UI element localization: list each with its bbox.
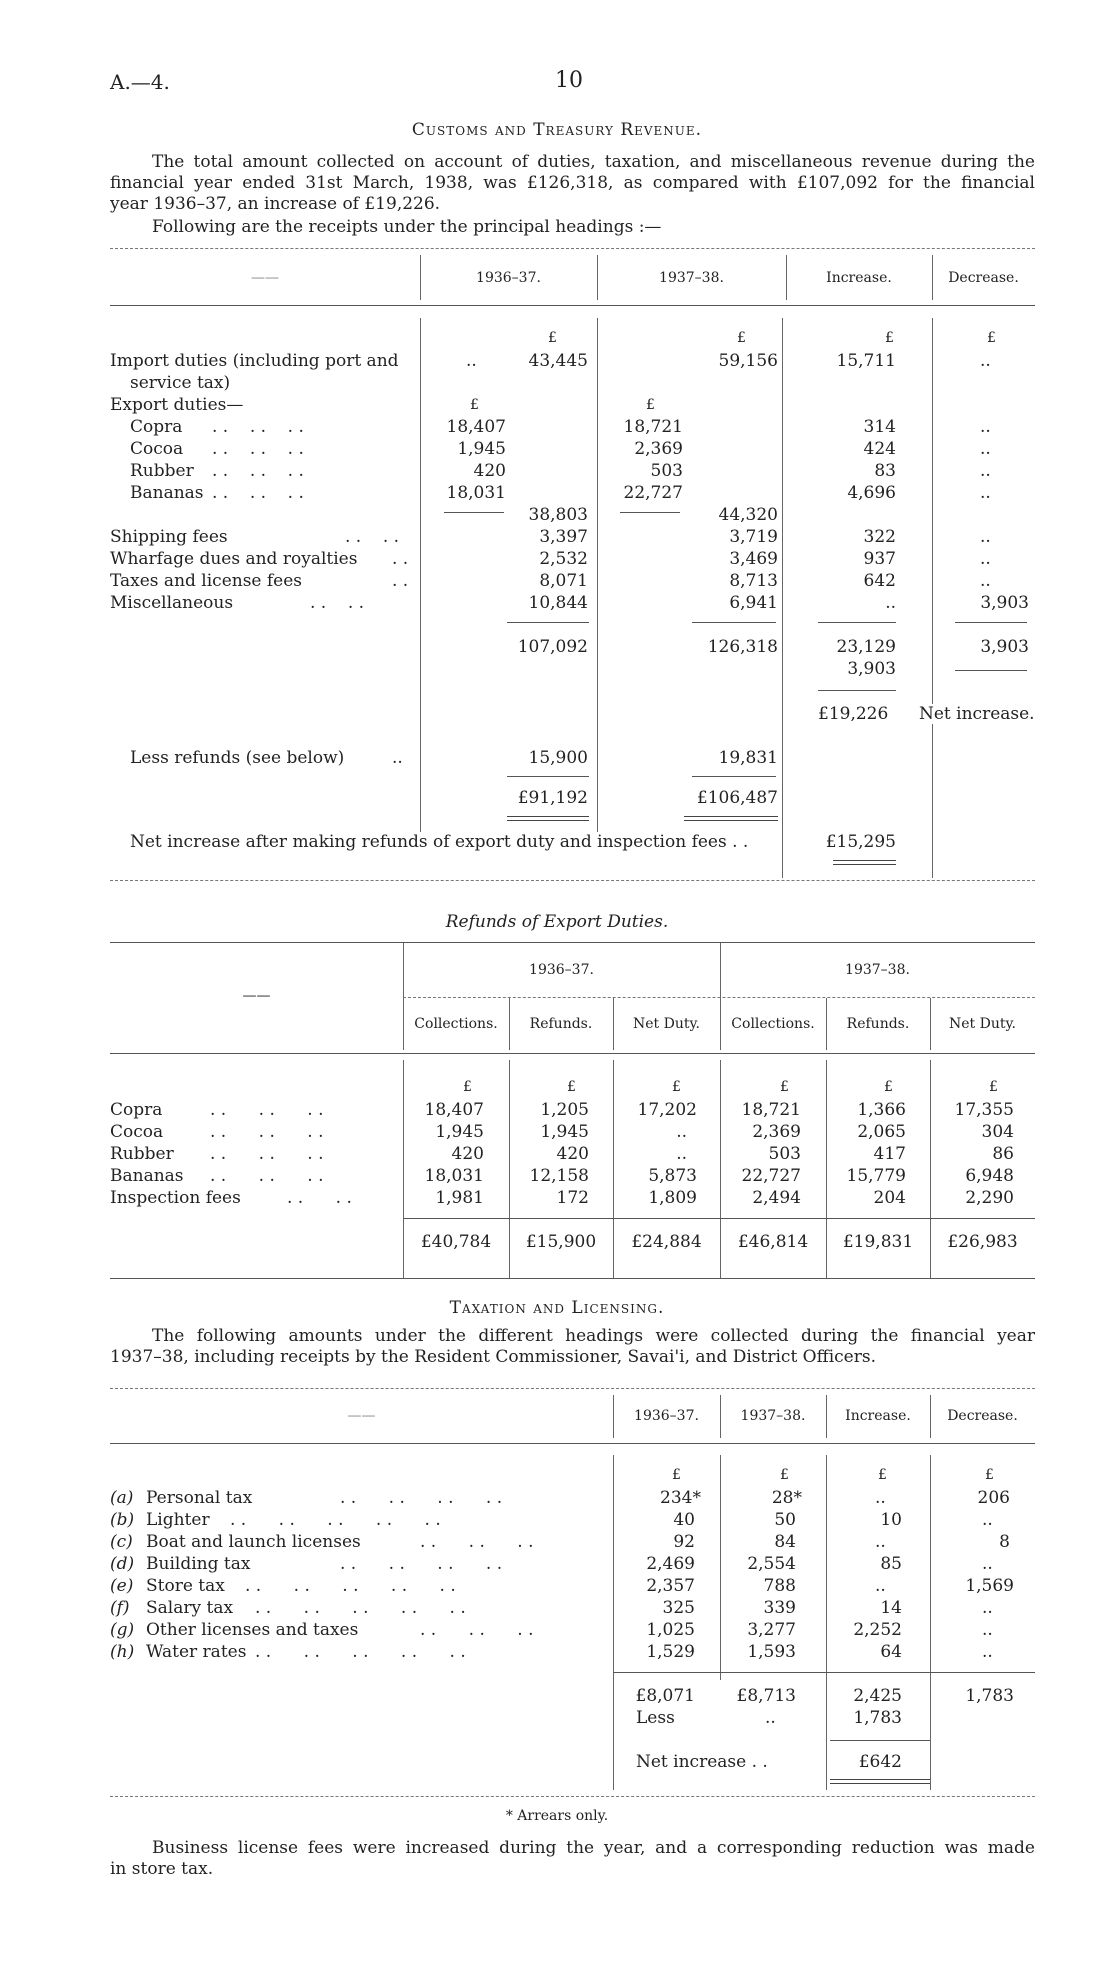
customs-paragraph	[110, 152, 1035, 215]
column-header-1937: 1937–38.	[845, 962, 910, 978]
value-1936: 1,945	[457, 439, 506, 459]
row-label: Building tax	[146, 1554, 251, 1574]
column-header-refunds: Refunds.	[529, 1016, 593, 1032]
net-1936: £91,192	[517, 788, 588, 808]
total-collections-1936: £40,784	[420, 1232, 492, 1252]
value-increase: 322	[863, 527, 896, 547]
value-decrease: ..	[980, 549, 991, 569]
value-1937: 339	[763, 1598, 796, 1618]
total-1937: 126,318	[707, 637, 778, 657]
column-header-increase: Increase.	[845, 1408, 911, 1424]
currency-symbol: £	[672, 1079, 681, 1095]
row-label: Cocoa	[110, 1122, 164, 1142]
row-label-import-cont: service tax)	[130, 373, 231, 393]
value-increase: 314	[863, 417, 896, 437]
value-1936: 2,532	[539, 549, 588, 569]
net-duty-1936: 17,202	[637, 1100, 697, 1120]
leader-dots: . . . . . .	[212, 417, 304, 437]
collections-1937: 2,494	[752, 1188, 801, 1208]
net-duty-1937: 2,290	[965, 1188, 1014, 1208]
value-1937: 18,721	[623, 417, 683, 437]
net-duty-1936: 5,873	[648, 1166, 697, 1186]
leader-dots: . . . .	[345, 527, 400, 547]
total-increase: 2,425	[853, 1686, 902, 1706]
para-line: in store tax.	[110, 1859, 214, 1879]
leader-dots: . . . . . . . . . .	[245, 1576, 456, 1596]
row-label: Other licenses and taxes	[146, 1620, 359, 1640]
leader-dots: . . . . . .	[210, 1166, 324, 1186]
row-label-export: Export duties—	[110, 395, 244, 415]
leader-dots: . .	[392, 549, 409, 569]
net-1937: £106,487	[696, 788, 778, 808]
para-line: financial year ended 31st March, 1938, was £126,318, as compared with £107,092 for the financial	[110, 173, 1035, 193]
import-1937: 59,156	[718, 351, 778, 371]
value-increase: 642	[863, 571, 896, 591]
para-line: 1937–38, including receipts by the Resident Commissioner, Savai'i, and District Officers.	[110, 1347, 876, 1367]
section-title-customs: Customs and Treasury Revenue.	[411, 120, 703, 140]
total-refunds-1936: £15,900	[525, 1232, 597, 1252]
row-label: Miscellaneous	[110, 593, 234, 613]
refunds-1936: 12,158	[529, 1166, 589, 1186]
leader-dots: . . . . . .	[212, 483, 304, 503]
column-header-decrease: Decrease.	[948, 270, 1019, 286]
row-label: Taxes and license fees	[110, 571, 303, 591]
leader-dots: . . . . . . . .	[340, 1488, 503, 1508]
currency-symbol: £	[548, 330, 557, 346]
row-label: Boat and launch licenses	[146, 1532, 361, 1552]
value-1936: 18,407	[446, 417, 506, 437]
column-header-1937: 1937–38.	[659, 270, 724, 286]
value-increase: 937	[863, 549, 896, 569]
value-increase: 85	[880, 1554, 902, 1574]
row-label: Rubber	[130, 461, 194, 481]
row-label: Inspection fees	[110, 1188, 241, 1208]
row-label: Cocoa	[130, 439, 184, 459]
para-line: The following amounts under the different headings were collected during the financial year	[152, 1326, 1035, 1346]
leader-dots: . .	[392, 571, 409, 591]
value-1936: 2,469	[646, 1554, 695, 1574]
value-decrease: ..	[982, 1620, 993, 1640]
leader-dots: ..	[466, 351, 477, 371]
column-header-1936: 1936–37.	[529, 962, 594, 978]
value-increase: ..	[875, 1532, 886, 1552]
currency-symbol: £	[884, 1079, 893, 1095]
currency-symbol: £	[737, 330, 746, 346]
final-net-increase-value: £15,295	[825, 832, 896, 852]
value-1937: 788	[763, 1576, 796, 1596]
collections-1937: 2,369	[752, 1122, 801, 1142]
row-key: (a)	[110, 1488, 134, 1508]
row-label: Copra	[130, 417, 183, 437]
less-decrease: 3,903	[847, 659, 896, 679]
net-increase-value: £642	[858, 1752, 902, 1772]
para-line: year 1936–37, an increase of £19,226.	[110, 194, 441, 214]
refunds-label: Less refunds (see below)	[130, 748, 345, 768]
currency-symbol: £	[672, 1467, 681, 1483]
total-refunds-1937: £19,831	[842, 1232, 914, 1252]
value-1936: 420	[473, 461, 506, 481]
row-label: Copra	[110, 1100, 163, 1120]
value-1937: 3,719	[729, 527, 778, 547]
net-increase-label: Net increase . .	[636, 1752, 768, 1772]
currency-symbol: £	[780, 1079, 789, 1095]
value-decrease: ..	[980, 439, 991, 459]
value-1936: 18,031	[446, 483, 506, 503]
value-increase: 10	[880, 1510, 902, 1530]
row-label: Lighter	[146, 1510, 210, 1530]
net-duty-1936: 1,809	[648, 1188, 697, 1208]
value-1936: 1,529	[646, 1642, 695, 1662]
value-1936: 3,397	[539, 527, 588, 547]
total-1937: £8,713	[736, 1686, 796, 1706]
value-increase: 424	[863, 439, 896, 459]
row-key: (e)	[110, 1576, 134, 1596]
value-1937: 3,277	[747, 1620, 796, 1640]
column-header-net-duty: Net Duty.	[949, 1016, 1016, 1032]
leader-dots: . . . . . . . . . .	[255, 1642, 466, 1662]
value-decrease: ..	[980, 571, 991, 591]
currency-symbol: £	[567, 1079, 576, 1095]
net-duty-1936: ..	[676, 1122, 687, 1142]
value-1936: 10,844	[528, 593, 588, 613]
column-header-increase: Increase.	[826, 270, 892, 286]
leader-dots: ..	[765, 1708, 776, 1728]
column-header-blank: ——	[251, 270, 279, 286]
net-increase-label: Net increase.	[915, 704, 1035, 724]
leader-dots: . . . .	[287, 1188, 352, 1208]
collections-1937: 22,727	[741, 1166, 801, 1186]
row-key: (f)	[110, 1598, 130, 1618]
value-decrease: 1,569	[965, 1576, 1014, 1596]
row-label: Bananas	[130, 483, 204, 503]
net-duty-1936: ..	[676, 1144, 687, 1164]
para-line: Business license fees were increased during the year, and a corresponding reduction was made	[152, 1838, 1035, 1858]
total-1936: 107,092	[517, 637, 588, 657]
column-header-collections: Collections.	[731, 1016, 815, 1032]
column-header-collections: Collections.	[414, 1016, 498, 1032]
currency-symbol: £	[780, 1467, 789, 1483]
currency-symbol: £	[985, 1467, 994, 1483]
value-1936: 1,025	[646, 1620, 695, 1640]
leader-dots: . . . . . .	[212, 439, 304, 459]
value-decrease: ..	[982, 1510, 993, 1530]
total-decrease: 1,783	[965, 1686, 1014, 1706]
column-header-decrease: Decrease.	[947, 1408, 1018, 1424]
currency-symbol: £	[989, 1079, 998, 1095]
export-total-1936: 38,803	[528, 505, 588, 525]
leader-dots: . . . . . . . .	[340, 1554, 503, 1574]
value-increase: 14	[880, 1598, 902, 1618]
leader-dots: . . . . . .	[420, 1532, 534, 1552]
net-increase-value: £19,226	[818, 704, 889, 724]
document-reference: A.—4.	[110, 70, 170, 94]
value-1937: 1,593	[747, 1642, 796, 1662]
value-1936: 8,071	[539, 571, 588, 591]
value-1937: 3,469	[729, 549, 778, 569]
value-1937: 2,369	[634, 439, 683, 459]
value-decrease: ..	[980, 461, 991, 481]
import-decrease: ..	[980, 351, 991, 371]
collections-1936: 18,031	[424, 1166, 484, 1186]
para-line: The total amount collected on account of duties, taxation, and miscellaneous revenue during the	[152, 152, 1035, 172]
less-value: 1,783	[853, 1708, 902, 1728]
value-increase: 64	[880, 1642, 902, 1662]
less-label: Less	[636, 1708, 675, 1728]
collections-1936: 1,981	[435, 1188, 484, 1208]
value-1936: 234*	[660, 1488, 701, 1508]
value-increase: ..	[875, 1576, 886, 1596]
collections-1937: 18,721	[741, 1100, 801, 1120]
value-decrease: ..	[980, 417, 991, 437]
total-net-duty-1937: £26,983	[947, 1232, 1018, 1252]
refunds-1937: 19,831	[718, 748, 778, 768]
value-increase: 4,696	[847, 483, 896, 503]
refunds-1936: 1,205	[540, 1100, 589, 1120]
refunds-1936: 15,900	[528, 748, 588, 768]
column-header-blank: ——	[242, 988, 271, 1004]
net-duty-1937: 86	[992, 1144, 1014, 1164]
column-header-1936: 1936–37.	[476, 270, 541, 286]
collections-1936: 1,945	[435, 1122, 484, 1142]
column-header-refunds: Refunds.	[846, 1016, 910, 1032]
collections-1936: 18,407	[424, 1100, 484, 1120]
leader-dots: . . . .	[310, 593, 365, 613]
leader-dots: . . . . . . . . . .	[230, 1510, 441, 1530]
leader-dots: . . . . . .	[420, 1620, 534, 1640]
value-increase: 2,252	[853, 1620, 902, 1640]
value-decrease: ..	[980, 527, 991, 547]
closing-paragraph	[110, 1838, 1035, 1880]
page-number: 10	[555, 68, 583, 93]
total-increase: 23,129	[836, 637, 896, 657]
row-key: (d)	[110, 1554, 135, 1574]
row-key: (c)	[110, 1532, 133, 1552]
value-decrease: 8	[999, 1532, 1010, 1552]
collections-1937: 503	[768, 1144, 801, 1164]
refunds-1937: 2,065	[857, 1122, 906, 1142]
value-increase: ..	[885, 593, 896, 613]
row-key: (h)	[110, 1642, 135, 1662]
row-key: (b)	[110, 1510, 135, 1530]
column-header-1936: 1936–37.	[634, 1408, 699, 1424]
value-1937: 503	[650, 461, 683, 481]
column-header-1937: 1937–38.	[740, 1408, 806, 1424]
value-1936: 2,357	[646, 1576, 695, 1596]
value-1937: 22,727	[623, 483, 683, 503]
value-1937: 28*	[771, 1488, 802, 1508]
import-increase: 15,711	[836, 351, 896, 371]
collections-1936: 420	[451, 1144, 484, 1164]
value-increase: ..	[875, 1488, 886, 1508]
footnote: * Arrears only.	[505, 1808, 609, 1824]
refunds-1937: 1,366	[857, 1100, 906, 1120]
refunds-1936: 1,945	[540, 1122, 589, 1142]
row-label: Water rates	[146, 1642, 247, 1662]
value-decrease: ..	[982, 1598, 993, 1618]
row-label-import: Import duties (including port and	[110, 351, 399, 371]
value-decrease: ..	[982, 1642, 993, 1662]
refunds-1937: 15,779	[846, 1166, 906, 1186]
value-1937: 84	[774, 1532, 796, 1552]
export-total-1937: 44,320	[718, 505, 778, 525]
row-label: Wharfage dues and royalties	[110, 549, 358, 569]
total-net-duty-1936: £24,884	[631, 1232, 702, 1252]
currency-symbol: £	[470, 397, 479, 413]
row-label: Shipping fees	[110, 527, 228, 547]
value-1937: 6,941	[729, 593, 778, 613]
taxation-paragraph	[110, 1326, 1035, 1368]
row-label: Rubber	[110, 1144, 174, 1164]
column-header-net-duty: Net Duty.	[633, 1016, 700, 1032]
final-net-increase-label: Net increase after making refunds of export duty and inspection fees . .	[130, 832, 749, 852]
value-decrease: 206	[977, 1488, 1010, 1508]
row-label: Bananas	[110, 1166, 184, 1186]
value-decrease: ..	[982, 1554, 993, 1574]
value-increase: 83	[874, 461, 896, 481]
refunds-1936: 172	[556, 1188, 589, 1208]
refunds-1937: 417	[873, 1144, 906, 1164]
currency-symbol: £	[885, 330, 894, 346]
leader-dots: . . . . . .	[212, 461, 304, 481]
total-1936: £8,071	[635, 1686, 695, 1706]
value-1937: 2,554	[747, 1554, 796, 1574]
currency-symbol: £	[463, 1079, 472, 1095]
receipts-intro: Following are the receipts under the principal headings :—	[152, 217, 662, 237]
section-title-taxation: Taxation and Licensing.	[449, 1298, 665, 1318]
leader-dots: ..	[392, 748, 403, 768]
currency-symbol: £	[987, 330, 996, 346]
row-key: (g)	[110, 1620, 135, 1640]
column-header-blank: ——	[347, 1408, 376, 1424]
value-1936: 92	[673, 1532, 695, 1552]
refunds-1936: 420	[556, 1144, 589, 1164]
currency-symbol: £	[878, 1467, 887, 1483]
total-collections-1937: £46,814	[737, 1232, 809, 1252]
value-1937: 8,713	[729, 571, 778, 591]
net-duty-1937: 304	[981, 1122, 1014, 1142]
currency-symbol: £	[646, 397, 655, 413]
leader-dots: . . . . . .	[210, 1122, 324, 1142]
value-decrease: ..	[980, 483, 991, 503]
row-label: Salary tax	[146, 1598, 234, 1618]
section-title-refunds: Refunds of Export Duties.	[445, 912, 669, 932]
row-label: Store tax	[146, 1576, 225, 1596]
refunds-1937: 204	[873, 1188, 906, 1208]
total-decrease: 3,903	[980, 637, 1029, 657]
net-duty-1937: 6,948	[965, 1166, 1014, 1186]
leader-dots: . . . . . .	[210, 1144, 324, 1164]
value-1936: 325	[662, 1598, 695, 1618]
row-label: Personal tax	[146, 1488, 253, 1508]
value-1936: 40	[673, 1510, 695, 1530]
import-1936: 43,445	[528, 351, 588, 371]
value-1937: 50	[774, 1510, 796, 1530]
leader-dots: . . . . . . . . . .	[255, 1598, 466, 1618]
leader-dots: . . . . . .	[210, 1100, 324, 1120]
value-decrease: 3,903	[980, 593, 1029, 613]
net-duty-1937: 17,355	[954, 1100, 1014, 1120]
